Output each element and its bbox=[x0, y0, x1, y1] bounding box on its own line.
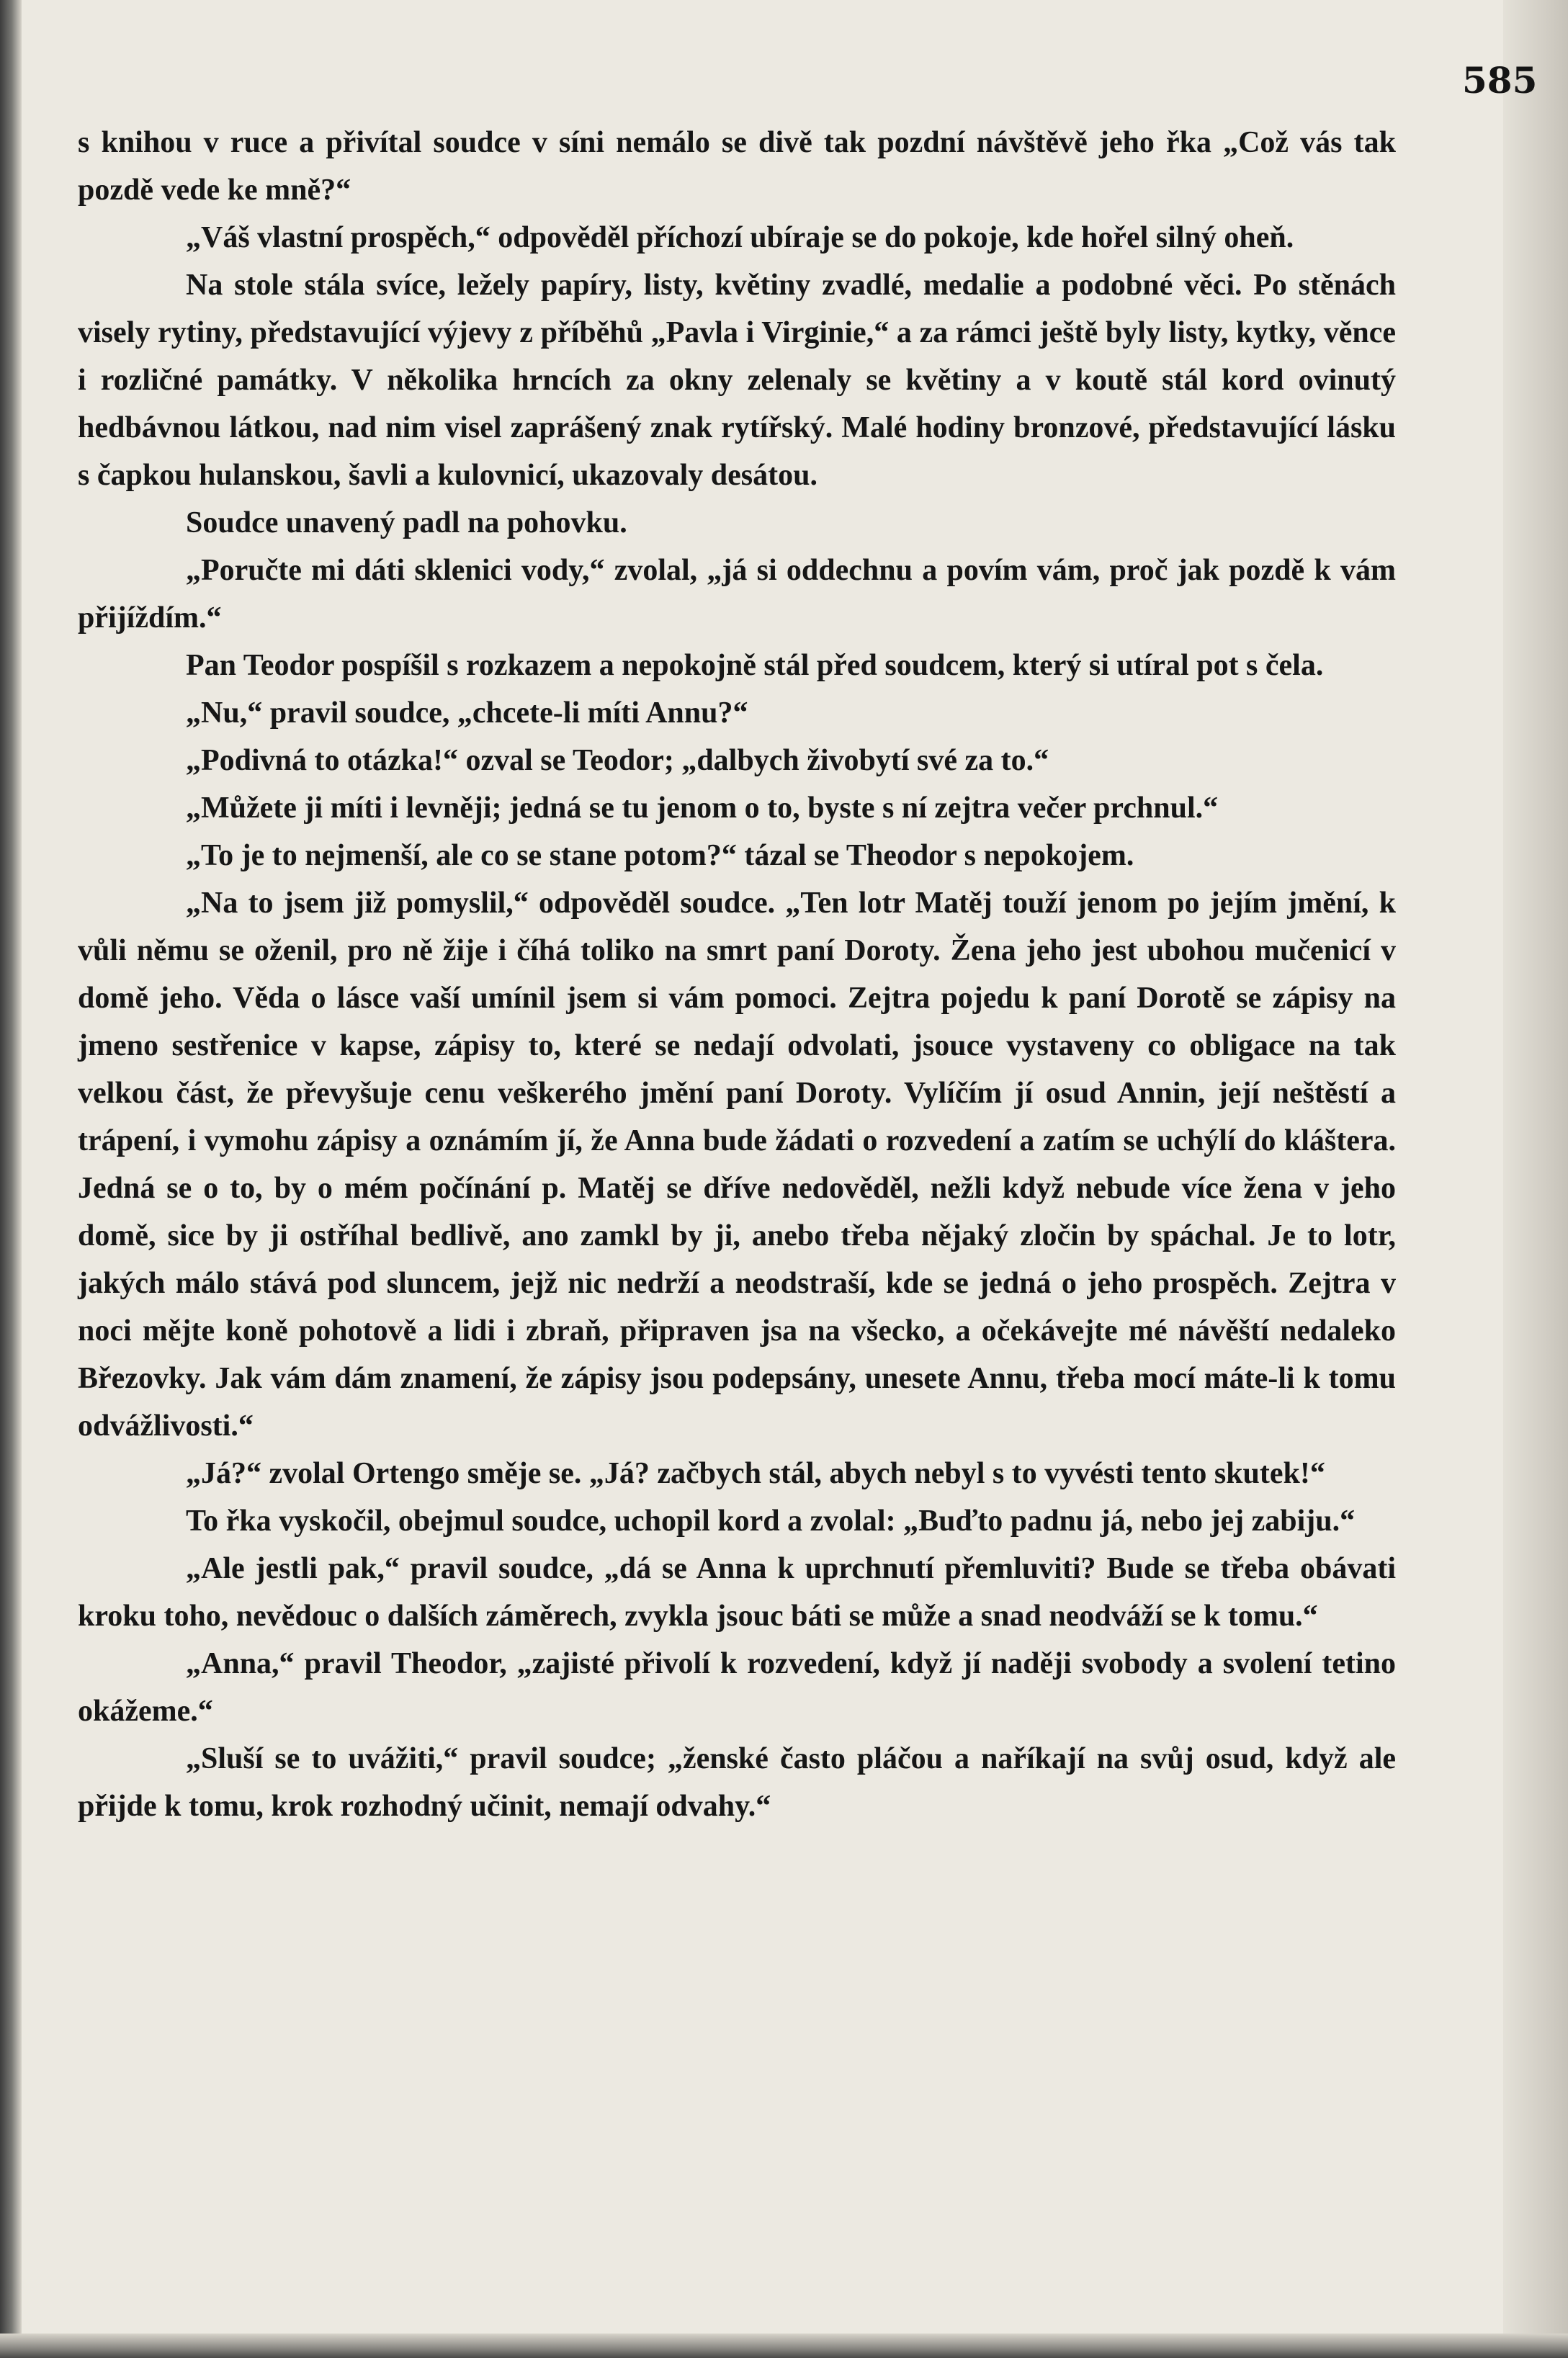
page-number: 585 bbox=[1462, 59, 1538, 102]
paragraph: „Můžete ji míti i levněji; jedná se tu jenom o to, byste s ní zejtra večer prchnul.“ bbox=[186, 792, 1219, 825]
page-bottom-shadow bbox=[0, 2334, 1568, 2358]
paragraph: Soudce unavený padl na pohovku. bbox=[186, 506, 627, 539]
paragraph: „To je to nejmenší, ale co se stane potom?“ tázal se Theodor s nepokojem. bbox=[186, 839, 1134, 872]
paragraph: „Nu,“ pravil soudce, „chcete-li míti Annu?“ bbox=[186, 696, 748, 730]
paragraph: Pan Teodor pospíšil s rozkazem a nepokojně stál před soudcem, který si utíral pot s čela. bbox=[186, 649, 1324, 682]
paragraph: „Podivná to otázka!“ ozval se Teodor; „dalbych živobytí své za to.“ bbox=[186, 744, 1049, 777]
page-binding-shadow bbox=[0, 0, 22, 2358]
body-text bbox=[78, 119, 1396, 1830]
paragraph: „Ale jestli pak,“ pravil soudce, „dá se Anna k uprchnutí přemluviti? Bude se třeba obávati kroku toho, nevědouc o dalších záměrech, zvykla jsouc báti se může a snad neodváží se k tomu.“ bbox=[78, 1552, 1396, 1633]
paragraph: „Na to jsem již pomyslil,“ odpověděl soudce. „Ten lotr Matěj touží jenom po jejím jmění, k vůli němu se oženil, pro ně žije i číhá toliko na smrt paní Doroty. Žena jeho jest ubohou mučenicí v domě jeho. Věda o lásce vaší umínil jsem si vám pomoci. Zejtra pojedu k paní Dorotě se zápisy na jmeno sestřenice v kapse, zápisy to, které se nedají odvolati, jsouce vystaveny co obligace na tak velkou část, že převyšuje cenu veškerého jmění paní Doroty. Vylíčím jí osud Annin, její neštěstí a trápení, i vymohu zápisy a oznámím jí, že Anna bude žádati o rozvedení a zatím se uchýlí do kláštera. Jedná se o to, by o mém počínání p. Matěj se dříve nedověděl, nežli když nebude více žena v jeho domě, sice by ji ostříhal bedlivě, ano zamkl by ji, anebo třeba nějaký zločin by spáchal. Je to lotr, jakých málo stává pod sluncem, jejž nic nedrží a neodstraší, kde se jedná o jeho prospěch. Zejtra v noci mějte koně pohotově a lidi i zbraň, připraven jsa na všecko, a očekávejte mé návěští nedaleko Březovky. Jak vám dám znamení, že zápisy jsou podepsány, unesete Annu, třeba mocí máte-li k tomu odvážlivosti.“ bbox=[78, 887, 1396, 1443]
paragraph: To řka vyskočil, obejmul soudce, uchopil kord a zvolal: „Buďto padnu já, nebo jej zabiju.“ bbox=[186, 1505, 1356, 1538]
paragraph: „Poručte mi dáti sklenici vody,“ zvolal, „já si oddechnu a povím vám, proč jak pozdě k vám přijíždím.“ bbox=[78, 554, 1396, 635]
paragraph: „Já?“ zvolal Ortengo směje se. „Já? začbych stál, abych nebyl s to vyvésti tento skutek!“ bbox=[186, 1457, 1325, 1490]
paragraph: s knihou v ruce a přivítal soudce v síni nemálo se divě tak pozdní návštěvě jeho řka „Což vás tak pozdě vede ke mně?“ bbox=[78, 126, 1396, 207]
paragraph: Na stole stála svíce, ležely papíry, listy, květiny zvadlé, medalie a podobné věci. Po stěnách visely rytiny, představující výjevy z příběhů „Pavla i Virginie,“ a za rámci ještě byly listy, kytky, věnce i rozličné památky. V několika hrncích za okny zelenaly se květiny a v koutě stál kord ovinutý hedbávnou látkou, nad nim visel zaprášený znak rytířský. Malé hodiny bronzové, představující lásku s čapkou hulanskou, šavli a kulovnicí, ukazovaly desátou. bbox=[78, 269, 1396, 492]
paragraph: „Váš vlastní prospěch,“ odpověděl příchozí ubíraje se do pokoje, kde hořel silný oheň. bbox=[186, 221, 1294, 254]
page-right-margin bbox=[1503, 0, 1568, 2358]
paragraph: „Anna,“ pravil Theodor, „zajisté přivolí k rozvedení, když jí naději svobody a svolení tetino okážeme.“ bbox=[78, 1647, 1396, 1728]
paragraph: „Sluší se to uvážiti,“ pravil soudce; „ženské často pláčou a naříkají na svůj osud, když ale přijde k tomu, krok rozhodný učinit, nemají odvahy.“ bbox=[78, 1742, 1396, 1823]
